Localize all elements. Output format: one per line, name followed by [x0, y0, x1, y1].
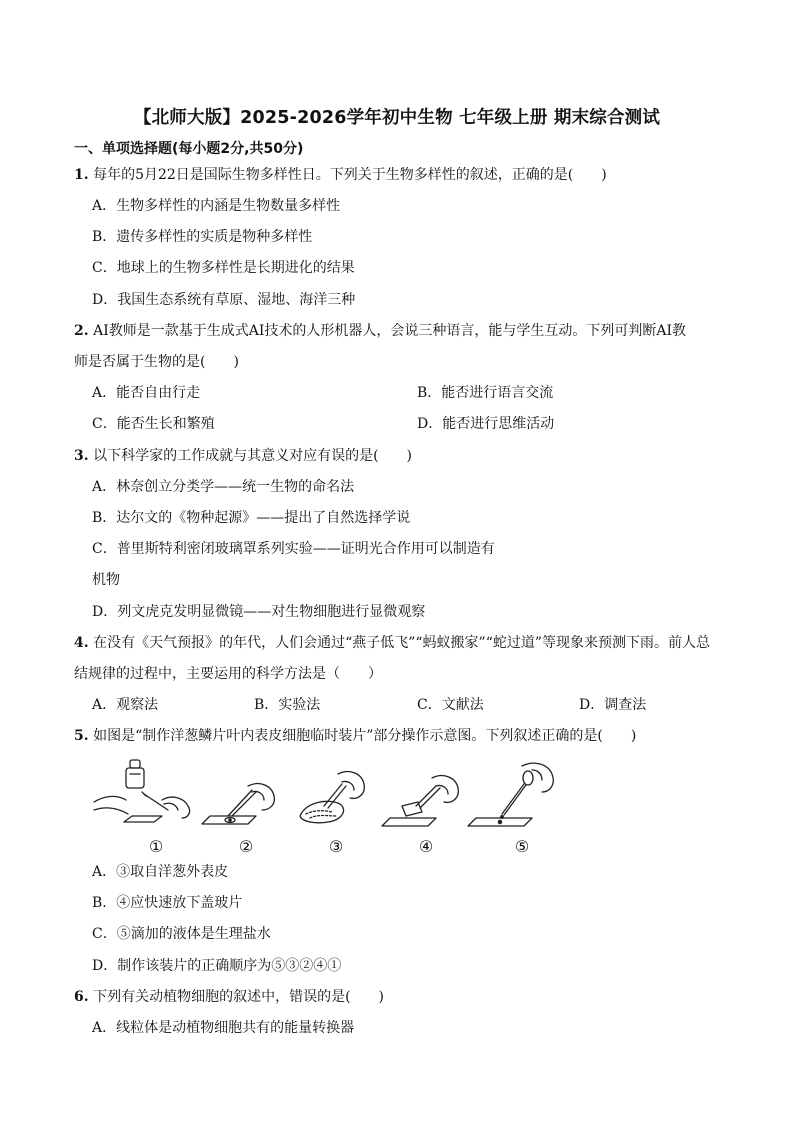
q2-option-b: B．能否进行语言交流 [417, 385, 554, 401]
question-4-stem-cont: 结规律的过程中，主要运用的科学方法是（ ） [74, 666, 382, 682]
q4-option-c: C．文献法 [417, 697, 484, 713]
question-number: 4. [74, 635, 89, 651]
step-4-illustration [382, 776, 458, 826]
q3-option-c: C．普里斯特利密闭玻璃罩系列实验——证明光合作用可以制造有 [92, 541, 495, 557]
question-number: 3. [74, 448, 89, 464]
q4-option-a: A．观察法 [92, 697, 159, 713]
q1-option-d: D．我国生态系统有草原、湿地、海洋三种 [92, 292, 356, 308]
question-number: 1. [74, 167, 89, 183]
question-3-stem [74, 447, 412, 465]
question-5-stem [74, 727, 636, 745]
q5-option-b: B．④应快速放下盖玻片 [92, 895, 243, 911]
question-text: AI教师是一款基于生成式AI技术的人形机器人，会说三种语言，能与学生互动。下列可判断AI教 [93, 323, 686, 339]
q4-option-b: B．实验法 [254, 697, 321, 713]
q3-option-b: B．达尔文的《物种起源》——提出了自然选择学说 [92, 510, 411, 526]
question-number: 2. [74, 323, 89, 339]
step-1-illustration [94, 760, 190, 822]
q3-option-a: A．林奈创立分类学——统一生物的命名法 [92, 479, 355, 495]
question-text: 以下科学家的工作成就与其意义对应有误的是( ) [93, 448, 413, 464]
q3-option-c-cont: 机物 [92, 572, 120, 588]
question-2-stem [74, 322, 686, 340]
q6-option-a: A．线粒体是动植物细胞共有的能量转换器 [92, 1020, 355, 1036]
question-text: 如图是“制作洋葱鳞片叶内表皮细胞临时装片”部分操作示意图。下列叙述正确的是( ) [93, 728, 637, 744]
step-label-5: ⑤ [514, 837, 530, 856]
step-3-illustration [300, 772, 364, 823]
q2-option-d: D．能否进行思维活动 [417, 416, 555, 432]
q5-option-d: D．制作该装片的正确顺序为⑤③②④① [92, 958, 342, 974]
q3-option-d: D．列文虎克发明显微镜——对生物细胞进行显微观察 [92, 604, 426, 620]
step-label-1: ① [148, 837, 164, 856]
question-6-stem [74, 988, 384, 1006]
question-text: 下列有关动植物细胞的叙述中，错误的是( ) [93, 989, 385, 1005]
question-text: 每年的5月22日是国际生物多样性日。下列关于生物多样性的叙述，正确的是( ) [93, 167, 607, 183]
slide-preparation-figure [92, 754, 562, 858]
question-text: 在没有《天气预报》的年代，人们会通过“燕子低飞”“蚂蚁搬家”“蛇过道”等现象来预测下雨。前人总 [93, 635, 711, 651]
step-label-4: ④ [418, 837, 434, 856]
step-label-3: ③ [328, 837, 344, 856]
step-2-illustration [202, 784, 274, 824]
question-2-stem-cont: 师是否属于生物的是( ) [74, 354, 239, 370]
q1-option-a: A．生物多样性的内涵是生物数量多样性 [92, 198, 341, 214]
question-number: 6. [74, 989, 89, 1005]
question-number: 5. [74, 728, 89, 744]
q2-option-a: A．能否自由行走 [92, 385, 201, 401]
page-title: 【北师大版】2025-2026学年初中生物 七年级上册 期末综合测试 [133, 108, 661, 128]
q4-option-d: D．调查法 [579, 697, 647, 713]
step-label-2: ② [238, 837, 254, 856]
q5-option-c: C．⑤滴加的液体是生理盐水 [92, 926, 271, 942]
question-1-stem [74, 166, 607, 184]
question-4-stem [74, 634, 710, 652]
q1-option-c: C．地球上的生物多样性是长期进化的结果 [92, 260, 355, 276]
q1-option-b: B．遗传多样性的实质是物种多样性 [92, 229, 313, 245]
step-5-illustration [468, 763, 553, 826]
section-heading: 一、单项选择题(每小题2分,共50分) [74, 141, 304, 157]
q5-option-a: A．③取自洋葱外表皮 [92, 864, 229, 880]
q2-option-c: C．能否生长和繁殖 [92, 416, 215, 432]
